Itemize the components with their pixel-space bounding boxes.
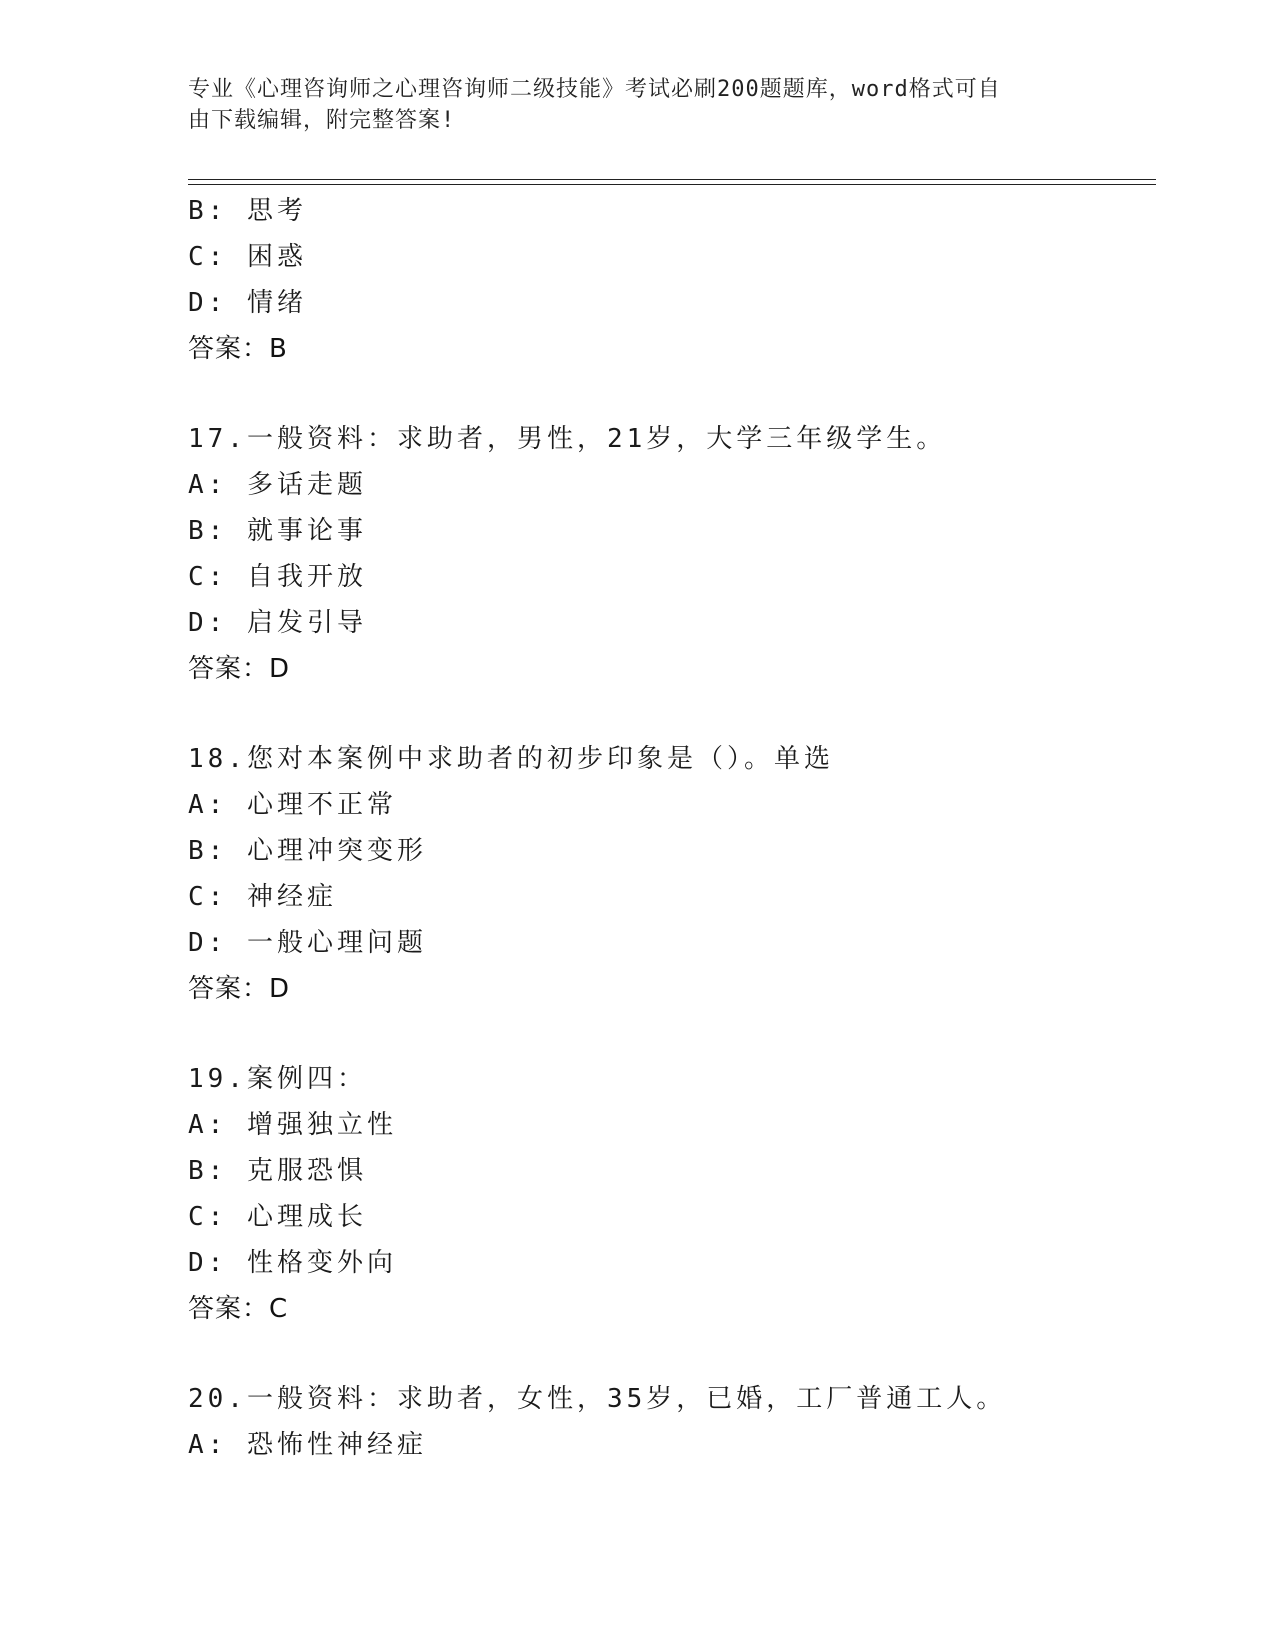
question-19 (188, 1056, 1148, 1332)
question-16-tail (188, 188, 1148, 372)
option-d: D: 启发引导 (188, 608, 367, 638)
option-d: D: 性格变外向 (188, 1248, 397, 1278)
question-stem: 20.一般资料：求助者，女性，35岁，已婚，工厂普通工人。 (188, 1384, 1007, 1414)
option-b: B: 思考 (188, 196, 307, 226)
header-line-1: 专业《心理咨询师之心理咨询师二级技能》考试必刷200题题库，word格式可自 (188, 77, 1001, 102)
answer: 答案：C (188, 1294, 289, 1324)
question-list (188, 188, 1148, 1468)
option-a: A: 增强独立性 (188, 1110, 397, 1140)
option-b: B: 心理冲突变形 (188, 836, 427, 866)
option-d: D: 一般心理问题 (188, 928, 427, 958)
question-17 (188, 416, 1148, 692)
header-line-2: 由下载编辑，附完整答案! (188, 108, 456, 133)
header-double-rule (188, 179, 1156, 185)
document-header (188, 74, 1068, 136)
answer: 答案：D (188, 654, 291, 684)
question-18 (188, 736, 1148, 1012)
option-c: C: 神经症 (188, 882, 337, 912)
option-b: B: 克服恐惧 (188, 1156, 367, 1186)
option-a: A: 多话走题 (188, 470, 367, 500)
question-stem: 18.您对本案例中求助者的初步印象是（）。单选 (188, 744, 834, 774)
answer: 答案：D (188, 974, 291, 1004)
option-c: C: 困惑 (188, 242, 307, 272)
option-b: B: 就事论事 (188, 516, 367, 546)
option-c: C: 自我开放 (188, 562, 367, 592)
question-stem: 17.一般资料：求助者，男性，21岁，大学三年级学生。 (188, 424, 947, 454)
option-a: A: 心理不正常 (188, 790, 397, 820)
question-stem: 19.案例四： (188, 1064, 367, 1094)
question-20 (188, 1376, 1148, 1468)
answer: 答案：B (188, 334, 288, 364)
option-d: D: 情绪 (188, 288, 307, 318)
option-a: A: 恐怖性神经症 (188, 1430, 427, 1460)
option-c: C: 心理成长 (188, 1202, 367, 1232)
